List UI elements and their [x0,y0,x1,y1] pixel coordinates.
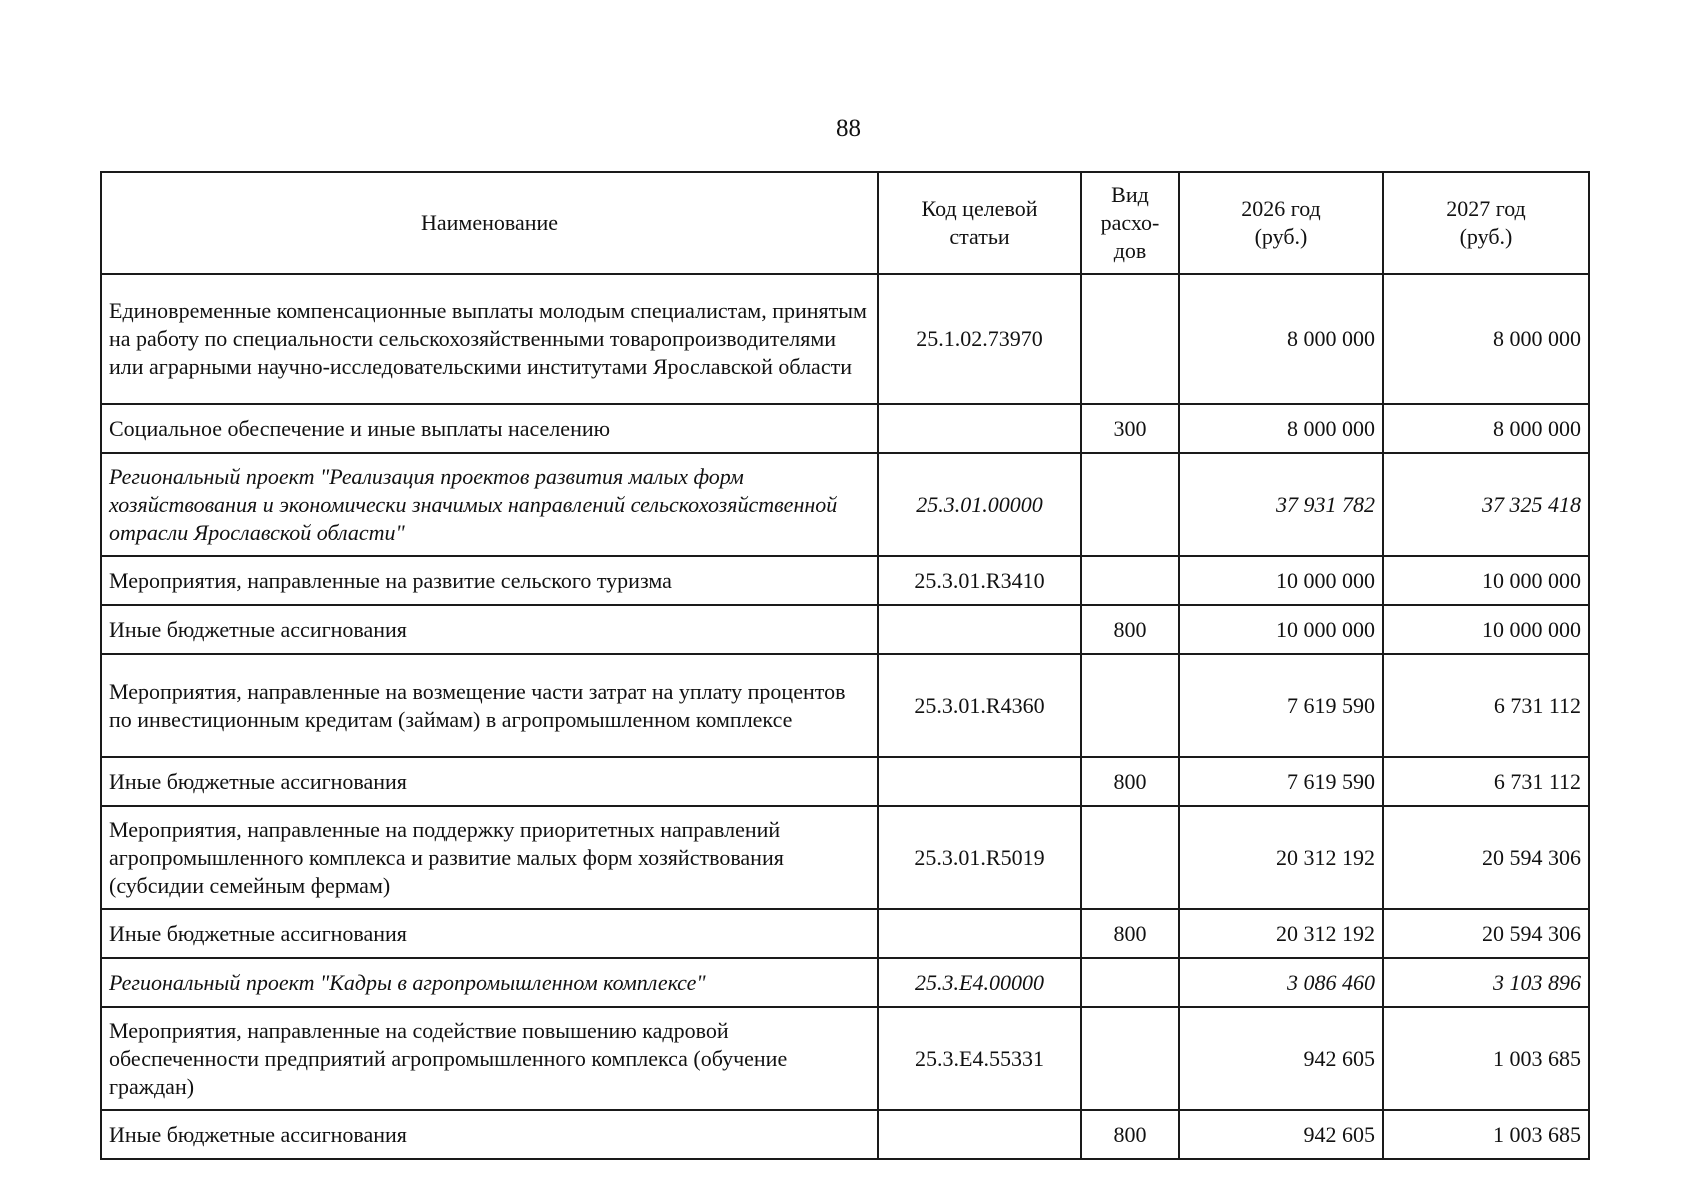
row-name: Иные бюджетные ассигнования [101,605,878,654]
row-name: Иные бюджетные ассигнования [101,909,878,958]
row-code: 25.3.01.00000 [878,453,1081,556]
row-code: 25.3.01.R3410 [878,556,1081,605]
table-row [101,274,1589,404]
row-amount-2026: 7 619 590 [1179,757,1383,806]
table-row [101,654,1589,757]
row-amount-2027: 10 000 000 [1383,605,1589,654]
row-expense-type: 800 [1081,1110,1179,1159]
row-amount-2027: 8 000 000 [1383,274,1589,404]
table-row [101,453,1589,556]
header-2027: 2027 год (руб.) [1383,172,1589,274]
table-row [101,404,1589,453]
row-expense-type [1081,1007,1179,1110]
row-amount-2027: 1 003 685 [1383,1110,1589,1159]
table-row [101,757,1589,806]
row-amount-2027: 10 000 000 [1383,556,1589,605]
row-amount-2026: 8 000 000 [1179,404,1383,453]
row-amount-2026: 942 605 [1179,1110,1383,1159]
row-name: Единовременные компенсационные выплаты молодым специалистам, принятым на работу по специальности сельскохозяйственными товаропроизводителями или аграрными научно-исследовательскими институтами Ярославской области [101,274,878,404]
page-number: 88 [836,115,861,142]
row-amount-2027: 3 103 896 [1383,958,1589,1007]
row-amount-2027: 37 325 418 [1383,453,1589,556]
row-amount-2026: 20 312 192 [1179,806,1383,909]
row-code: 25.3.Е4.00000 [878,958,1081,1007]
row-code [878,909,1081,958]
row-code [878,1110,1081,1159]
row-name: Мероприятия, направленные на развитие сельского туризма [101,556,878,605]
budget-table [100,171,1590,1160]
table-row [101,556,1589,605]
row-name: Региональный проект "Кадры в агропромышленном комплексе" [101,958,878,1007]
row-code [878,605,1081,654]
row-expense-type [1081,453,1179,556]
header-name: Наименование [101,172,878,274]
row-amount-2027: 20 594 306 [1383,909,1589,958]
row-expense-type: 800 [1081,757,1179,806]
header-code: Код целевой статьи [878,172,1081,274]
table-row [101,1110,1589,1159]
row-code [878,757,1081,806]
row-amount-2026: 20 312 192 [1179,909,1383,958]
row-expense-type: 800 [1081,605,1179,654]
row-amount-2026: 37 931 782 [1179,453,1383,556]
row-code: 25.3.01.R5019 [878,806,1081,909]
row-amount-2027: 6 731 112 [1383,654,1589,757]
row-expense-type [1081,274,1179,404]
table-row [101,806,1589,909]
row-amount-2027: 20 594 306 [1383,806,1589,909]
header-2026: 2026 год (руб.) [1179,172,1383,274]
table-row [101,909,1589,958]
header-expense-type: Вид расхо- дов [1081,172,1179,274]
table-row [101,605,1589,654]
row-expense-type [1081,958,1179,1007]
row-amount-2027: 8 000 000 [1383,404,1589,453]
row-amount-2026: 8 000 000 [1179,274,1383,404]
row-expense-type [1081,556,1179,605]
row-amount-2026: 10 000 000 [1179,556,1383,605]
row-name: Региональный проект "Реализация проектов развития малых форм хозяйствования и экономически значимых направлений сельскохозяйственной отрасли Ярославской области" [101,453,878,556]
table-row [101,958,1589,1007]
row-amount-2027: 1 003 685 [1383,1007,1589,1110]
row-amount-2026: 7 619 590 [1179,654,1383,757]
row-code: 25.1.02.73970 [878,274,1081,404]
row-name: Социальное обеспечение и иные выплаты населению [101,404,878,453]
row-name: Мероприятия, направленные на содействие повышению кадровой обеспеченности предприятий агропромышленного комплекса (обучение граждан) [101,1007,878,1110]
row-name: Мероприятия, направленные на поддержку приоритетных направлений агропромышленного комплекса и развитие малых форм хозяйствования (субсидии семейным фермам) [101,806,878,909]
row-amount-2027: 6 731 112 [1383,757,1589,806]
row-name: Мероприятия, направленные на возмещение части затрат на уплату процентов по инвестиционным кредитам (займам) в агропромышленном комплексе [101,654,878,757]
row-code [878,404,1081,453]
row-expense-type [1081,654,1179,757]
row-amount-2026: 3 086 460 [1179,958,1383,1007]
row-expense-type: 800 [1081,909,1179,958]
table-row [101,1007,1589,1110]
row-code: 25.3.Е4.55331 [878,1007,1081,1110]
row-expense-type: 300 [1081,404,1179,453]
row-name: Иные бюджетные ассигнования [101,1110,878,1159]
row-name: Иные бюджетные ассигнования [101,757,878,806]
row-amount-2026: 10 000 000 [1179,605,1383,654]
row-code: 25.3.01.R4360 [878,654,1081,757]
header-row [101,172,1589,274]
row-expense-type [1081,806,1179,909]
row-amount-2026: 942 605 [1179,1007,1383,1110]
